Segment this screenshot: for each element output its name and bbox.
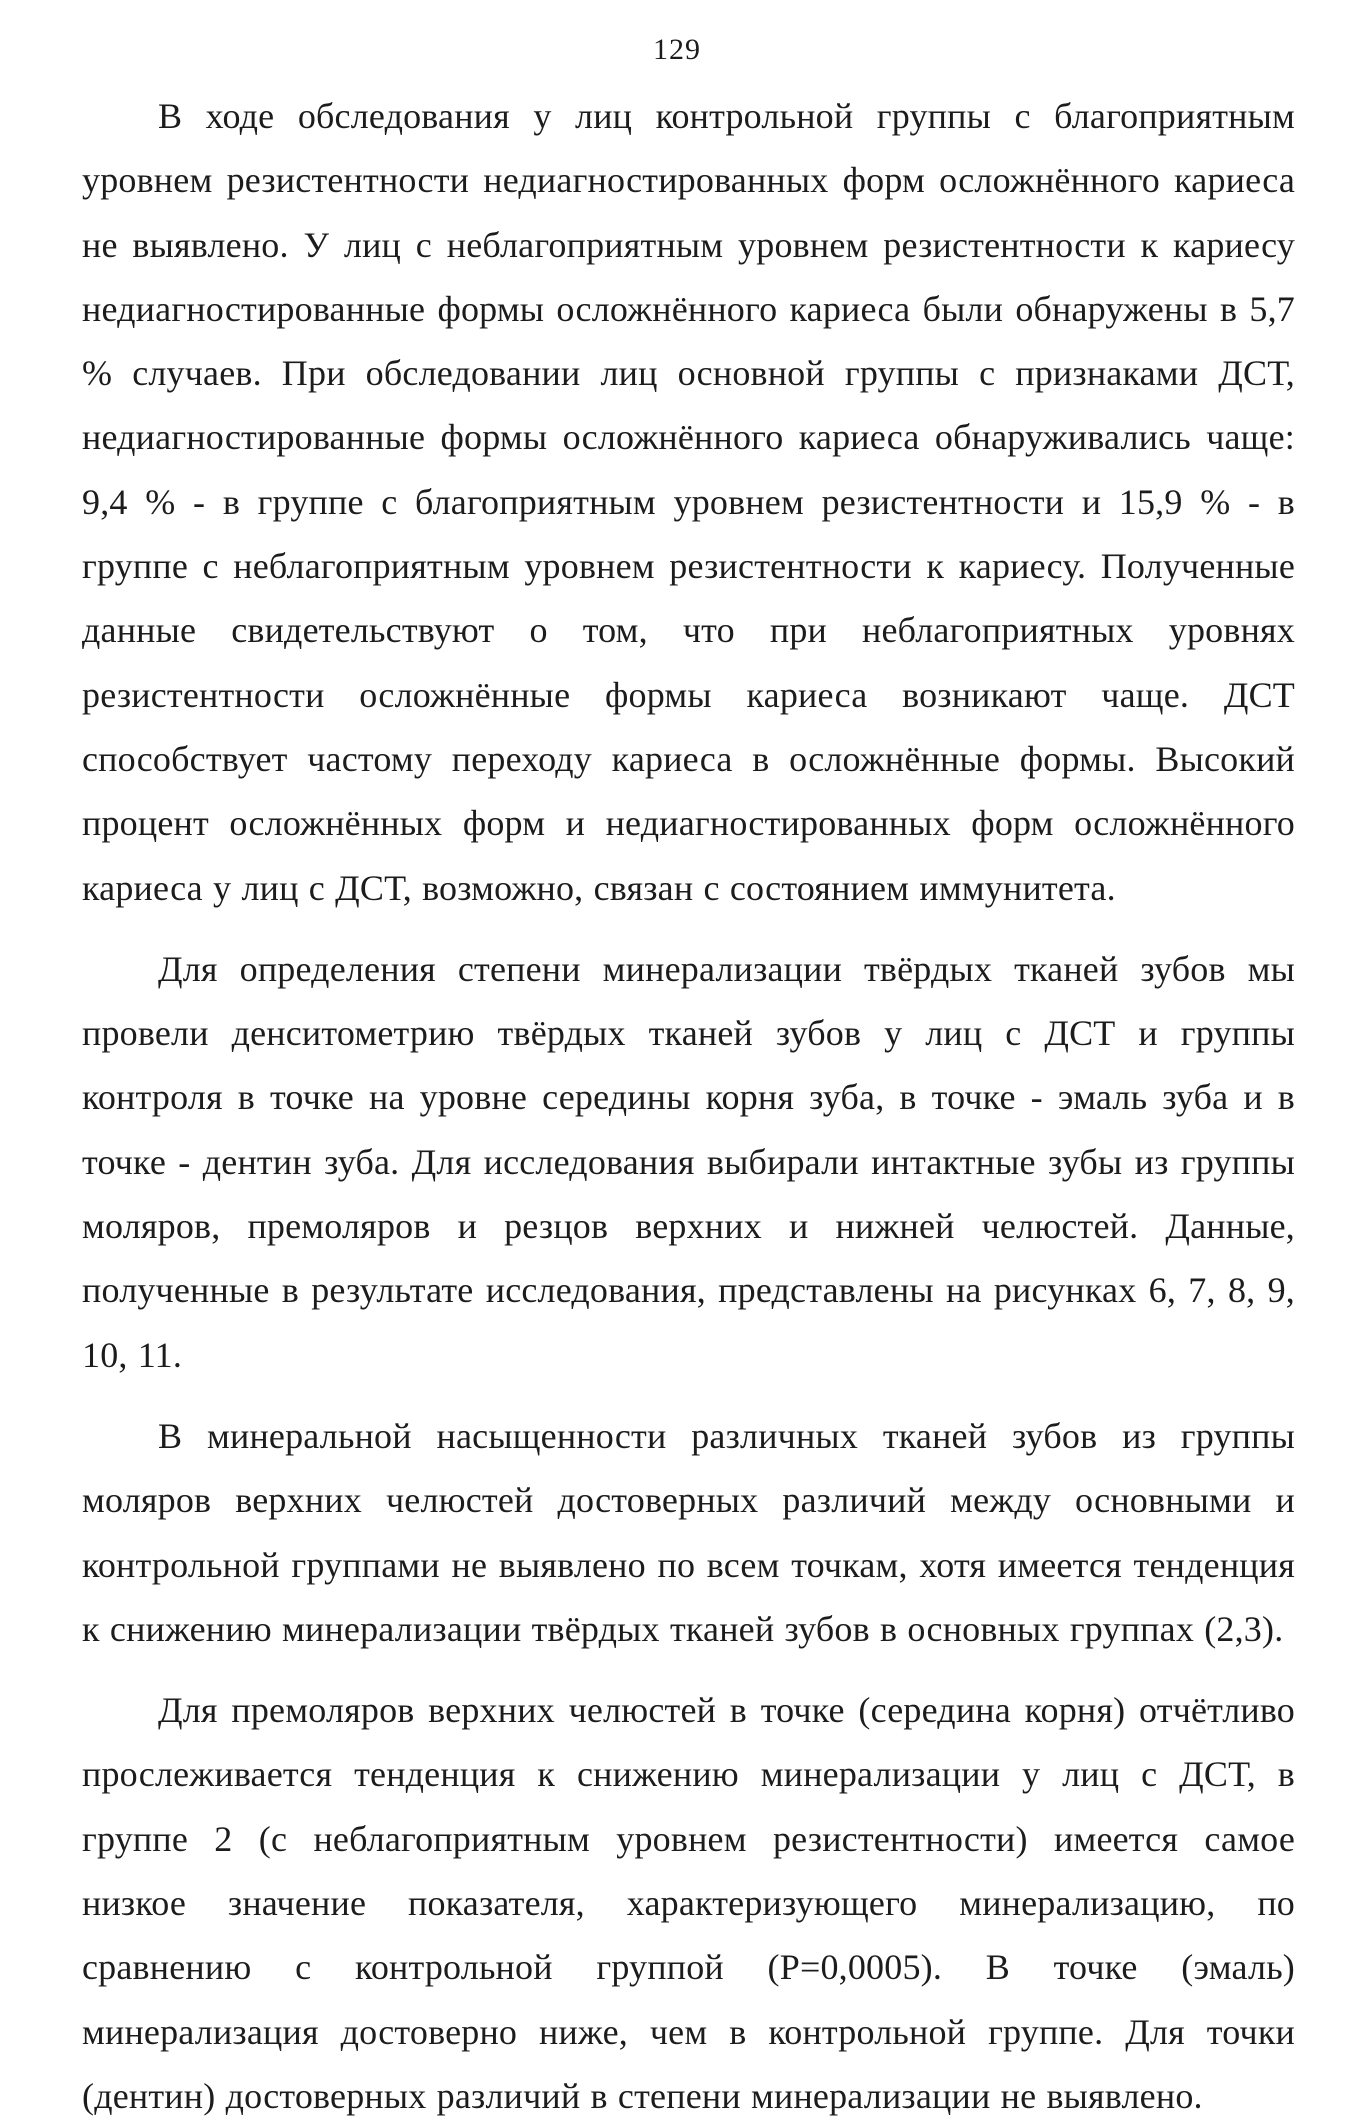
paragraph-molars-results: В минеральной насыщенности различных тканей зубов из группы моляров верхних челюстей достоверных различий между основными и контрольной группами не выявлено по всем точкам, хотя имеется тенденция к снижению минерализации твёрдых тканей зубов в основных группах (2,3).: [82, 1415, 1295, 1649]
paragraph-densitometry-method: Для определения степени минерализации твёрдых тканей зубов мы провели денситометрию твёрдых тканей зубов у лиц с ДСТ и группы контроля в точке на уровне середины корня зуба, в точке - эмаль зуба и в точке - дентин зуба. Для исследования выбирали интактные зубы из группы моляров, премоляров и резцов верхних и нижней челюстей. Данные, полученные в результате исследования, представлены на рисунках 6, 7, 8, 9, 10, 11.: [82, 948, 1295, 1375]
paragraph-premolars-results: Для премоляров верхних челюстей в точке (середина корня) отчётливо прослеживается тенденция к снижению минерализации у лиц с ДСТ, в группе 2 (с неблагоприятным уровнем резистентности) имеется самое низкое значение показателя, характеризующего минерализацию, по сравнению с контрольной группой (Р=0,0005). В точке (эмаль) минерализация достоверно ниже, чем в контрольной группе. Для точки (дентин) достоверных различий в степени минерализации не выявлено.: [82, 1690, 1295, 2116]
page-number: 129: [653, 33, 701, 66]
page-body: [82, 84, 1295, 2128]
paragraph-control-group-findings: В ходе обследования у лиц контрольной группы с благоприятным уровнем резистентности недиагностированных форм осложнённого кариеса не выявлено. У лиц с неблагоприятным уровнем резистентности к кариесу недиагностированные формы осложнённого кариеса были обнаружены в 5,7 % случаев. При обследовании лиц основной группы с признаками ДСТ, недиагностированные формы осложнённого кариеса обнаруживались чаще: 9,4 % - в группе с благоприятным уровнем резистентности и 15,9 % - в группе с неблагоприятным уровнем резистентности к кариесу. Полученные данные свидетельствуют о том, что при неблагоприятных уровнях резистентности осложнённые формы кариеса возникают чаще. ДСТ способствует частому переходу кариеса в осложнённые формы. Высокий процент осложнённых форм и недиагностированных форм осложнённого кариеса у лиц с ДСТ, возможно, связан с состоянием иммунитета.: [82, 96, 1295, 908]
